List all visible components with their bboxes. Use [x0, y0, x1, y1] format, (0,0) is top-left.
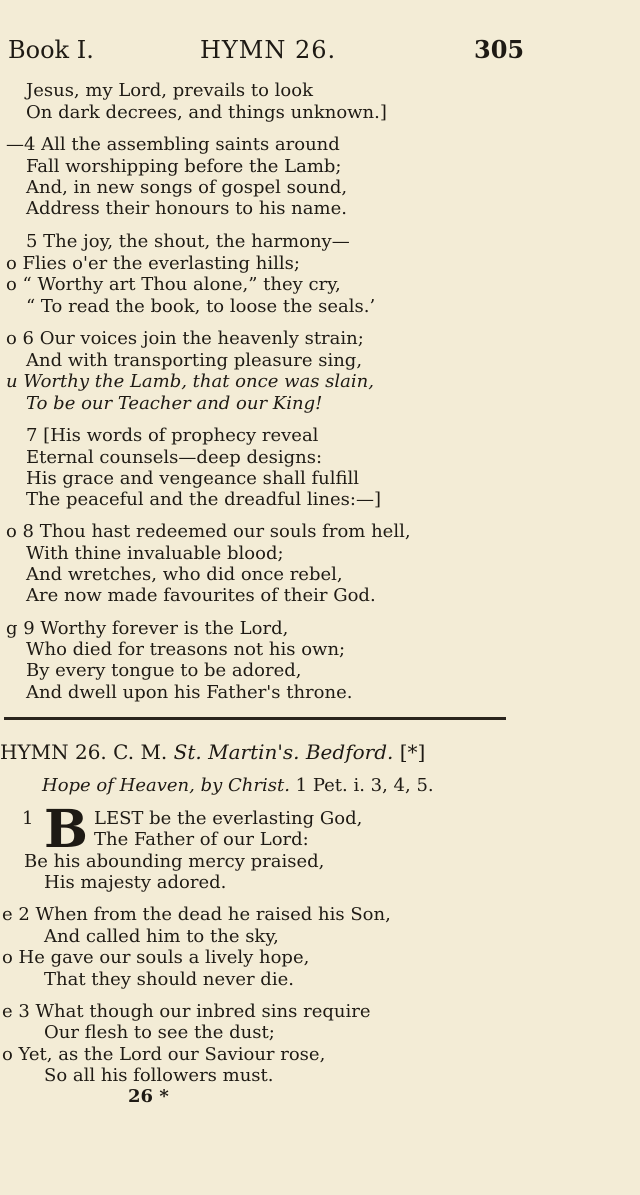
verse-line: The peaceful and the dreadful lines:—]	[26, 489, 381, 510]
running-title: HYMN 26.	[200, 36, 337, 64]
section-divider	[4, 717, 506, 720]
scripture-ref: 1 Pet. i. 3, 4, 5.	[295, 775, 434, 796]
verse-line: And called him to the sky,	[44, 926, 279, 947]
verse-line: And wretches, who did once rebel,	[26, 564, 343, 585]
verse-line: o Flies o'er the everlasting hills;	[6, 253, 300, 274]
verse-line: “ To read the book, to loose the seals.’	[26, 296, 376, 317]
verse-line: His grace and vengeance shall fulfill	[26, 468, 359, 489]
page-header	[0, 34, 640, 70]
verse-line: His majesty adored.	[44, 872, 227, 893]
verse-line: o Yet, as the Lord our Saviour rose,	[2, 1044, 326, 1065]
verse-line: That they should never die.	[44, 969, 294, 990]
verse-line: And, in new songs of gospel sound,	[26, 177, 348, 198]
hymn-title	[0, 739, 425, 765]
verse-line: e 3 What though our inbred sins require	[2, 1001, 371, 1022]
verse-line: On dark decrees, and things unknown.]	[26, 102, 387, 123]
verse-line: Be his abounding mercy praised,	[24, 851, 325, 872]
signature-mark: 26 *	[128, 1086, 169, 1107]
subtitle-theme: Hope of Heaven, by Christ.	[42, 775, 290, 796]
drop-cap: B	[44, 799, 88, 860]
verse-line: So all his followers must.	[44, 1065, 274, 1086]
verse-line: Who died for treasons not his own;	[26, 639, 346, 660]
hymn-subtitle	[42, 775, 434, 797]
verse-line: o 6 Our voices join the heavenly strain;	[6, 328, 364, 349]
verse-line: Fall worshipping before the Lamb;	[26, 156, 342, 177]
verse-line: o “ Worthy art Thou alone,” they cry,	[6, 274, 341, 295]
verse-line: And with transporting pleasure sing,	[26, 350, 363, 371]
verse-line: And dwell upon his Father's throne.	[26, 682, 353, 703]
book-label: Book I.	[8, 36, 94, 64]
hymn-number: HYMN 26. C. M.	[0, 740, 168, 764]
verse-line: Address their honours to his name.	[26, 198, 347, 219]
verse-line: e 2 When from the dead he raised his Son,	[2, 904, 391, 925]
verse-line: Jesus, my Lord, prevails to look	[26, 80, 313, 101]
verse-line: With thine invaluable blood;	[26, 543, 284, 564]
verse-line: Eternal counsels—deep designs:	[26, 447, 323, 468]
verse-line: LEST be the everlasting God,	[94, 808, 363, 829]
verse-line: o He gave our souls a lively hope,	[2, 947, 310, 968]
verse-line: 5 The joy, the shout, the harmony—	[26, 231, 350, 252]
verse-line: 7 [His words of prophecy reveal	[26, 425, 319, 446]
verse-line: By every tongue to be adored,	[26, 660, 302, 681]
tune-names: St. Martin's. Bedford.	[173, 740, 394, 764]
verse-line: Our flesh to see the dust;	[44, 1022, 275, 1043]
verse-line: o 8 Thou hast redeemed our souls from hell,	[6, 521, 411, 542]
page-number: 305	[474, 35, 525, 64]
verse-number: 1	[22, 808, 34, 829]
verse-line: To be our Teacher and our King!	[26, 393, 323, 414]
verse-line: The Father of our Lord:	[94, 829, 309, 850]
verse-line: u Worthy the Lamb, that once was slain,	[6, 371, 374, 392]
verse-line: —4 All the assembling saints around	[6, 134, 340, 155]
verse-line: Are now made favourites of their God.	[26, 585, 376, 606]
mark: [*]	[399, 740, 426, 764]
verse-line: g 9 Worthy forever is the Lord,	[6, 618, 289, 639]
